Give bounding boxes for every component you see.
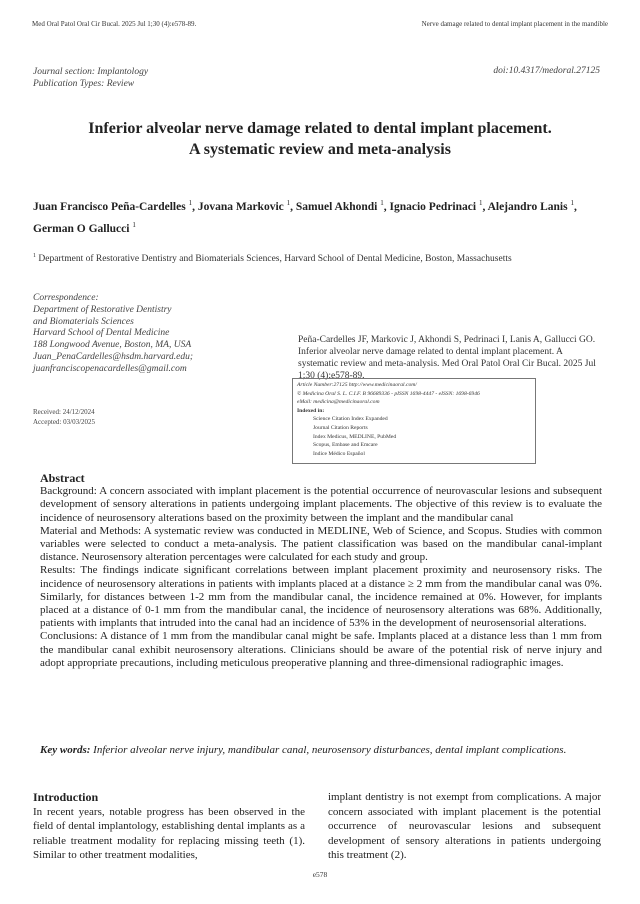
index-item: Scopus, Embase and Emcare	[313, 442, 378, 449]
author-list: Juan Francisco Peña-Cardelles $^1$, Jovana Markovic $^1$, Samuel Akhondi $^1$, Ignacio Pedrinaci $^1$, Alejandro Lanis $^1$, German O Gallucci $^1$	[33, 199, 577, 235]
affiliation	[33, 253, 512, 264]
author: Juan Francisco Peña-Cardelles	[33, 200, 186, 213]
correspondence-line: 188 Longwood Avenue, Boston, MA, USA	[33, 340, 192, 351]
keywords-label: Key words:	[40, 744, 91, 756]
index-item: Indice Médico Español	[313, 450, 365, 457]
correspondence-line: and Biomaterials Sciences	[33, 316, 134, 327]
abstract-methods: Material and Methods: A systematic review was conducted in MEDLINE, Web of Science, and Scopus. Studies with common variables were selected to conduct a meta-analysis. The patient classification was based on the mandibular canal-implant distance. Neurosensory alteration percentages were calculated for each study and group.	[40, 524, 602, 564]
title-line-2: A systematic review and meta-analysis	[189, 141, 451, 158]
dates-block	[33, 407, 95, 427]
abstract-heading: Abstract	[40, 471, 85, 485]
affiliation-mark: 1	[478, 199, 483, 207]
correspondence-line: Department of Restorative Dentistry	[33, 304, 172, 315]
indexed-label: Indexed in:	[297, 407, 325, 414]
journal-info-box	[292, 378, 536, 464]
journal-section: Journal section: Implantology	[33, 67, 149, 77]
abstract-conclusions: Conclusions: A distance of 1 mm from the mandibular canal might be safe. Implants placed at a distance less than 1 mm from the mandibular canal exhibit neurosensory alterations. Clinicians should be aware of the potential risk of nerve injury and adopt appropriate precautions, including meticulous preoperative planning and three-dimensional radiographic images.	[40, 630, 602, 669]
affiliation-mark: 1	[188, 199, 193, 207]
article-number-line[interactable]: Article Number:27125 http://www.medicinaoral.com/	[297, 382, 417, 388]
copyright-line: © Medicina Oral S. L. C.I.F. B 96689336 - pISSN 1698-4447 - eISSN: 1698-6946	[297, 390, 480, 397]
doi[interactable]	[493, 66, 600, 76]
correspondence-line: Harvard School of Dental Medicine	[33, 328, 170, 339]
publication-type: Publication Types: Review	[33, 79, 135, 89]
abstract-section	[40, 472, 602, 670]
introduction-text-left: In recent years, notable progress has been observed in the field of dental implantology, establishing dental implants as a reliable treatment modality for replacing missing teeth (1). Similar to other treatment modalities,	[33, 805, 305, 862]
index-item: Journal Citation Reports	[313, 424, 368, 431]
accepted-date: Accepted: 03/03/2025	[33, 418, 96, 426]
correspondence-block	[33, 293, 193, 376]
title-line-1: Inferior alveolar nerve damage related to dental implant placement.	[88, 120, 552, 137]
author: Alejandro Lanis	[487, 200, 568, 213]
author: Samuel Akhondi	[295, 200, 378, 213]
affiliation-mark: 1	[286, 199, 291, 207]
correspondence-label: Correspondence:	[33, 293, 99, 303]
introduction-column-right: implant dentistry is not exempt from complications. A major concern associated with implant placement is the potential occurrence of neurovascular lesions and subsequent development of sensory alterations in patients undergoing this treatment (2).	[328, 791, 601, 862]
page-number: e578	[312, 870, 328, 879]
affiliation-mark: 1	[132, 220, 136, 229]
author: Jovana Markovic	[197, 200, 284, 213]
abstract-results: Results: The findings indicate significant correlations between implant placement proximity and neurosensory risks. The incidence of neurosensory alterations in patients with implants placed at a distance ≥ 2 mm from the mandibular canal was 0%. Similarly, for distances between 1-2 mm from the mandibular canal, the incidence remained at 0%. However, for implants placed at a distance of 0-1 mm from the mandibular canal, the incidence of neurosensory alterations was 68%. Additionally, patients with implants that intruded into the canal had an incidence of 53% in the development of neurosensorial alterations.	[40, 564, 602, 630]
affiliation-text: Department of Restorative Dentistry and Biomaterials Sciences, Harvard School of Dental Medicine, Boston, Massachusetts	[38, 254, 512, 265]
journal-info	[33, 66, 148, 90]
keywords	[40, 744, 602, 756]
correspondence-email[interactable]: Juan_PenaCardelles@hsdm.harvard.edu;	[33, 351, 194, 362]
author: Ignacio Pedrinaci	[389, 200, 477, 213]
article-title	[0, 118, 640, 160]
introduction-heading: Introduction	[33, 790, 99, 804]
index-item: Science Citation Index Expanded	[313, 416, 388, 423]
introduction-column-left	[33, 790, 305, 863]
doi-prefix: doi:10.4317/medoral.	[493, 66, 577, 76]
keywords-text: Inferior alveolar nerve injury, mandibular canal, neurosensory disturbances, dental implant complications.	[90, 744, 567, 756]
running-header-left: Med Oral Patol Oral Cir Bucal. 2025 Jul 1;30 (4):e578-89.	[32, 20, 197, 28]
doi-number: 27125	[576, 66, 600, 76]
abstract-background: Background: A concern associated with implant placement is the potential occurrence of neurovascular lesions and subsequent development of sensory alterations in patients undergoing implant placements. The objective of this review is to evaluate the incidence of neurosensory alterations based on the proximity between the implant and the mandibular canal	[40, 485, 602, 524]
received-date: Received: 24/12/2024	[33, 408, 95, 416]
journal-email-line[interactable]: eMail: medicina@medicinaoral.com	[297, 399, 380, 406]
running-header-right: Nerve damage related to dental implant placement in the mandible	[421, 20, 608, 28]
affiliation-mark: 1	[33, 253, 36, 259]
affiliation-mark: 1	[570, 199, 574, 207]
affiliation-mark: 1	[380, 199, 384, 207]
correspondence-email[interactable]: juanfranciscopenacardelles@gmail.com	[33, 363, 187, 374]
citation: Peña-Cardelles JF, Markovic J, Akhondi S, Pedrinaci I, Lanis A, Gallucci GO. Inferior alveolar nerve damage related to dental implant placement. A systematic review and meta-analysis. Med Oral Patol Oral Cir Bucal. 2025 Jul 1;30 (4):e578-89.	[298, 335, 596, 381]
index-item: Index Medicus, MEDLINE, PubMed	[313, 433, 397, 440]
author: German O Gallucci	[33, 222, 130, 235]
